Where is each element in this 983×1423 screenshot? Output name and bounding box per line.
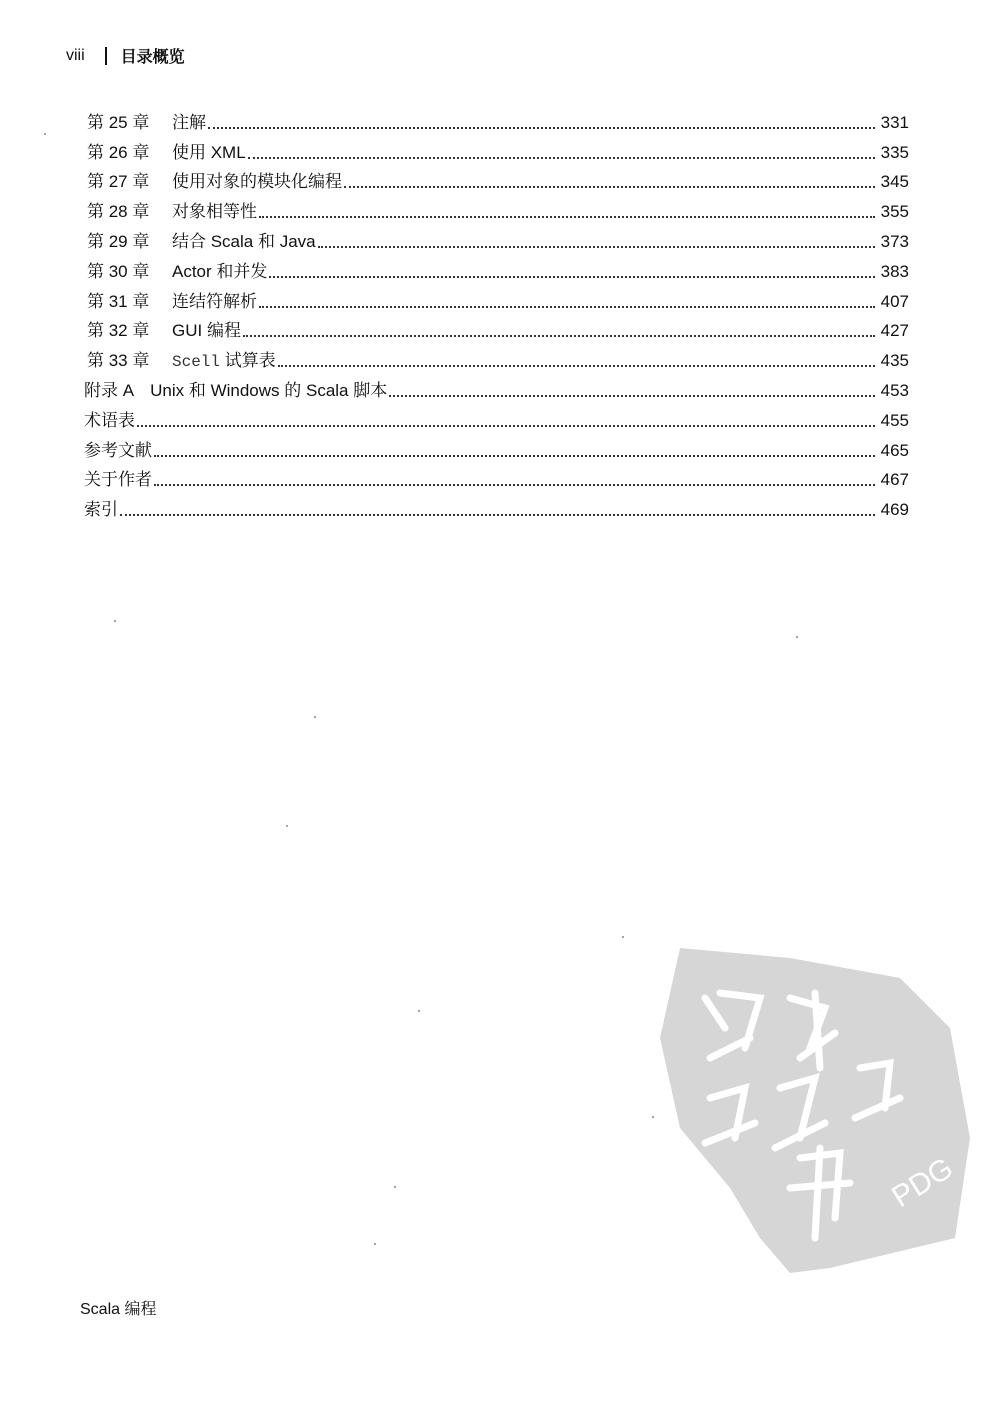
chapter-title: 使用对象的模块化编程 [172,172,342,192]
dot-leader [248,157,875,159]
seal-pdg-text: PDG [886,1151,959,1214]
page-ref: 373 [880,231,909,251]
section-entry-title: 参考文献 [84,440,152,460]
scan-speck [796,636,798,638]
chapter-number: 第 27 章 [87,172,150,192]
toc-entry[interactable] [84,431,909,461]
chapter-number: 第 26 章 [87,142,150,162]
section-entry-title: 索引 [84,500,118,520]
chapter-title: Actor 和并发 [172,261,268,281]
page-ref: 467 [880,470,909,490]
toc-entry[interactable] [84,401,909,431]
dot-leader [389,395,875,397]
dot-leader [344,186,875,188]
header-divider [105,47,107,65]
chapter-title-text: 试算表 [220,351,276,371]
page-ref: 455 [880,410,909,430]
running-footer: Scala 编程 [80,1301,157,1318]
page-ref: 345 [880,172,909,192]
appendix-title: 附录 A Unix 和 Windows 的 Scala 脚本 [84,380,388,400]
section-entry-title: 关于作者 [84,470,152,490]
scan-speck [394,1186,396,1188]
chapter-number: 第 33 章 [87,351,150,371]
scan-speck [114,620,116,622]
page-ref: 465 [880,440,909,460]
dot-leader [243,335,875,337]
toc-entry[interactable] [84,490,909,520]
dot-leader [269,276,875,278]
dot-leader [137,425,875,427]
chapter-title: GUI 编程 [172,321,241,341]
toc-entry[interactable] [84,222,909,252]
page-ref: 435 [880,351,909,371]
toc-entry[interactable] [84,103,909,133]
page-ref: 335 [880,142,909,162]
page-ref: 383 [880,261,909,281]
toc-entry[interactable] [84,252,909,282]
chapter-number: 第 32 章 [87,321,150,341]
chapter-title: 使用 XML [172,142,246,162]
section-title: 目录概览 [120,49,185,66]
chapter-number: 第 31 章 [87,291,150,311]
dot-leader [259,306,875,308]
dot-leader [208,127,875,129]
dot-leader [154,455,875,457]
page-ref: 407 [880,291,909,311]
code-term: Scell [172,353,221,372]
dot-leader [154,484,875,486]
page-ref: 331 [880,112,909,132]
toc-entry[interactable] [84,192,909,222]
page-ref: 427 [880,321,909,341]
page-number: viii [66,46,85,64]
dot-leader [278,365,875,367]
chapter-title: 对象相等性 [172,202,257,222]
chapter-title: 结合 Scala 和 Java [172,231,316,251]
page-ref: 355 [880,202,909,222]
toc-entry[interactable] [84,341,909,371]
chapter-number: 第 28 章 [87,202,150,222]
scan-speck [314,716,316,718]
chapter-number: 第 30 章 [87,261,150,281]
section-entry-title: 术语表 [84,410,135,430]
running-header [66,44,185,67]
toc-entry[interactable] [84,163,909,193]
toc-entry[interactable] [84,312,909,342]
scan-speck [622,936,624,938]
toc-entry[interactable] [84,133,909,163]
scan-speck [286,825,288,827]
chapter-number: 第 29 章 [87,231,150,251]
toc-entry[interactable] [84,282,909,312]
chapter-title: 注解 [172,112,206,132]
page-ref: 453 [880,380,909,400]
table-of-contents [84,103,909,520]
scan-speck [418,1010,420,1012]
chapter-title [172,346,276,371]
dot-leader [120,514,875,516]
chapter-title: 连结符解析 [172,291,257,311]
chapter-number: 第 25 章 [87,112,150,132]
dot-leader [318,246,875,248]
toc-entry[interactable] [84,371,909,401]
page-ref: 469 [880,500,909,520]
dot-leader [259,216,875,218]
pdg-seal-watermark [650,938,980,1278]
scan-speck [374,1243,376,1245]
toc-entry[interactable] [84,461,909,491]
scan-speck [44,133,46,135]
